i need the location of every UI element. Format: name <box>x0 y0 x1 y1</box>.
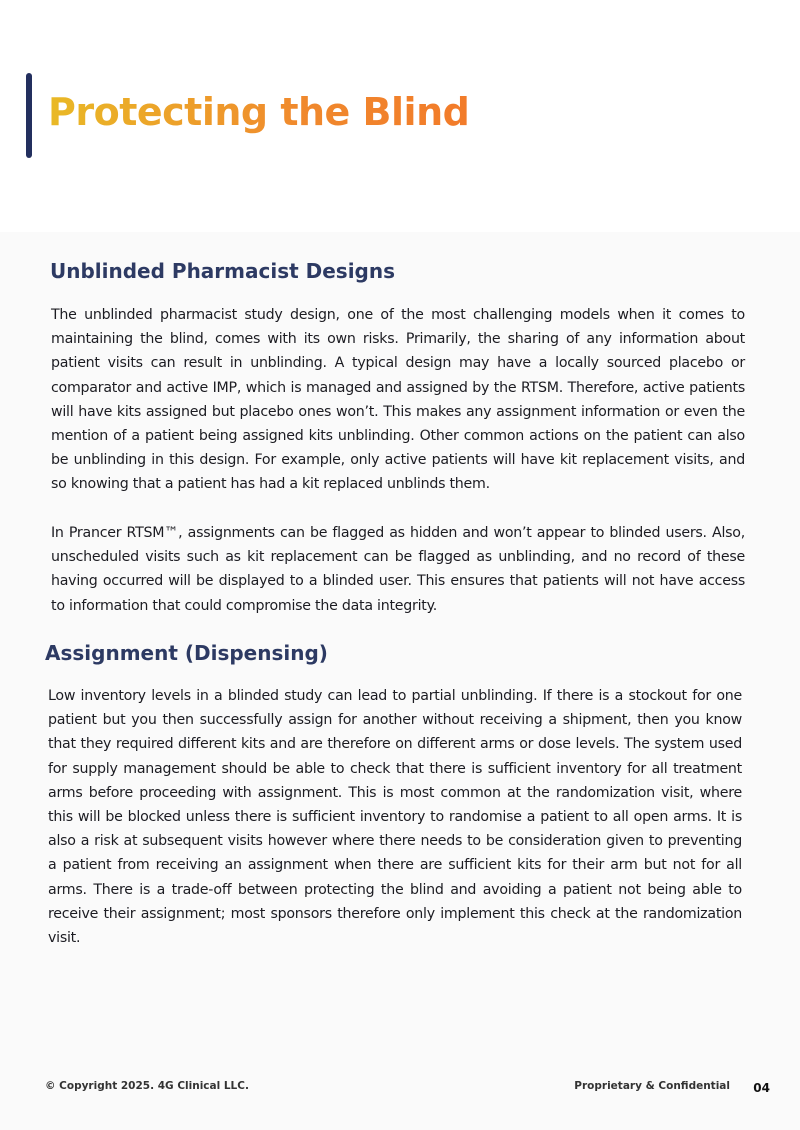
title-accent-bar <box>26 73 32 158</box>
footer-copyright: © Copyright 2025. 4G Clinical LLC. <box>45 1080 249 1092</box>
page-number: 04 <box>753 1081 770 1095</box>
page-title: Protecting the Blind <box>48 90 470 134</box>
section-heading-unblinded-pharmacist: Unblinded Pharmacist Designs <box>50 259 396 283</box>
section-heading-assignment: Assignment (Dispensing) <box>45 641 328 665</box>
paragraph-unblinded-pharmacist-2: In Prancer RTSM™, assignments can be flagged as hidden and won’t appear to blinded users. Also, unscheduled visits such as kit replacement can be flagged as unblinding, and no record of these having occurred will be displayed to a blinded user. This ensures that patients will not have access to information that could compromise the data integrity. <box>51 525 745 614</box>
footer-confidential: Proprietary & Confidential <box>574 1080 730 1092</box>
paragraph-unblinded-pharmacist-1: The unblinded pharmacist study design, one of the most challenging models when it comes to maintaining the blind, comes with its own risks. Primarily, the sharing of any information about patient visits can result in unblinding. A typical design may have a locally sourced placebo or comparator and active IMP, which is managed and assigned by the RTSM. Therefore, active patients will have kits assigned but placebo ones won’t. This makes any assignment information or even the mention of a patient being assigned kits unblinding. Other common actions on the patient can also be unblinding in this design. For example, only active patients will have kit replacement visits, and so knowing that a patient has had a kit replaced unblinds them. <box>51 307 745 493</box>
paragraph-assignment-1: Low inventory levels in a blinded study can lead to partial unblinding. If there is a stockout for one patient but you then successfully assign for another without receiving a shipment, then you know that they required different kits and are therefore on different arms or dose levels. The system used for supply management should be able to check that there is sufficient inventory for all treatment arms before proceeding with assignment. This is most common at the randomization visit, where this will be blocked unless there is sufficient inventory to randomise a patient to all open arms. It is also a risk at subsequent visits however where there needs to be consideration given to preventing a patient from receiving an assignment when there are sufficient kits for their arm but not for all arms. There is a trade-off between protecting the blind and avoiding a patient not being able to receive their assignment; most sponsors therefore only implement this check at the randomization visit. <box>48 688 742 947</box>
